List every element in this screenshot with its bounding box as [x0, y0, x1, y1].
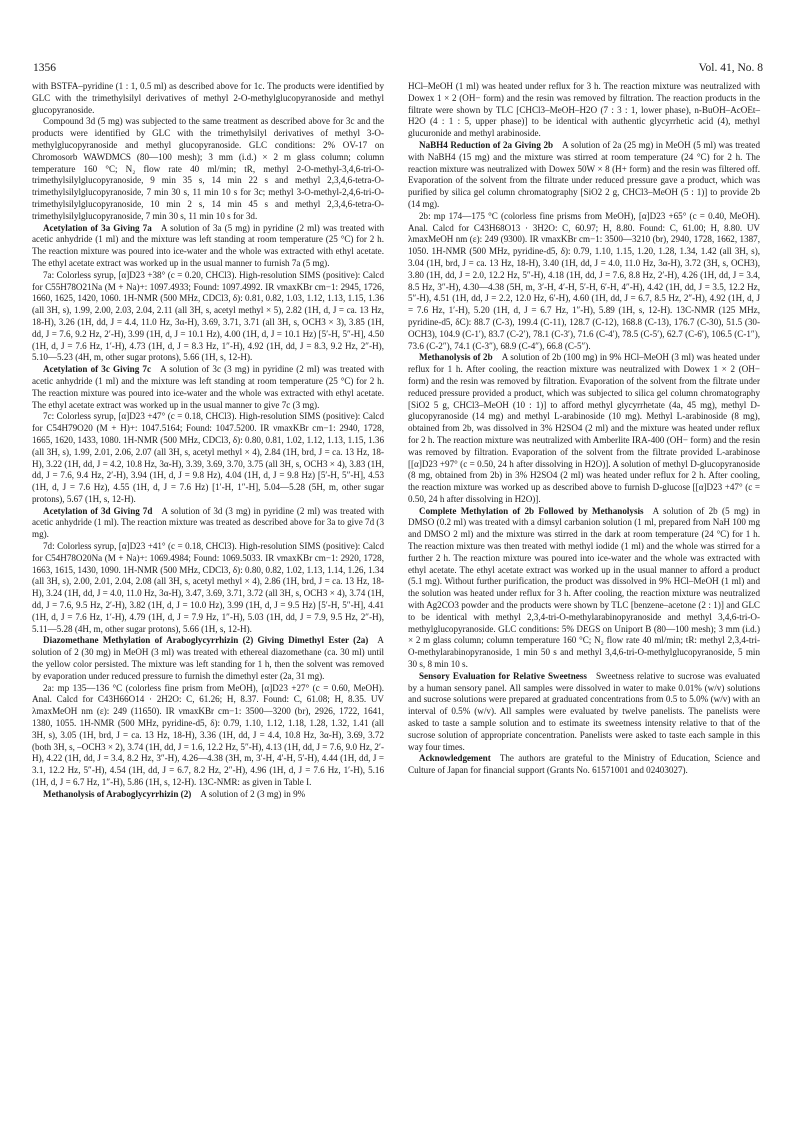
paragraph-text: A solution of 3c (3 mg) in pyridine (2 ml) was treated with acetic anhydride (1 ml) and the mixture was left standing at room temperature (25 °C) for 2 h. The reaction mixture was poured into ice-water and the whole was extracted with ethyl acetate. The ethyl acetate extract was worked up in the usual manner to give 7c (3 mg). — [32, 364, 384, 410]
right-paragraph — [408, 753, 760, 777]
right-paragraph — [408, 81, 760, 140]
paragraph-text: A solution of 2a (25 mg) in MeOH (5 ml) was treated with NaBH4 (15 mg) and the mixture was stirred at room temperature (24 °C) for 2 h. The reaction mixture was neutralized with Dowex 50W × 8 (H+ form) and the resin was filtered off. Evaporation of the solvent from the filtrate under reduced pressure gave a product, which was purified by silica gel column chromatography [SiO2 2 g, CHCl3–MeOH (5 : 1)] to provide 2b (14 mg). — [408, 139, 760, 209]
paragraph-text: 7c: Colorless syrup, [α]D23 +47° (c = 0.18, CHCl3). High-resolution SIMS (positive): Calcd for C54H79O20 (M + H)+: 1047.5164; Found: 1047.5200. IR νmaxKBr cm−1: 2940, 1728, 1665, 1620, 1433, 1080. 1H-NMR (500 MHz, CDCl3, δ): 0.80, 0.81, 1.02, 1.12, 1.13, 1.15, 1.36 (all 3H, s), 1.99, 2.01, 2.06, 2.07 (all 3H, s, acetyl methyl × 4), 2.84 (1H, brd, J = ca. 13 Hz, 18-H), 3.22 (1H, dd, J = 4.2, 10.8 Hz, 3α-H), 3.39, 3.69, 3.70, 3.75 (all 3H, s, OCH3 × 4), 3.83 (1H, dd, J = 7.6, 9.4 Hz, 2′-H), 3.94 (1H, d, J = 9.8 Hz), 4.04 (1H, d, J = 9.8 Hz) [5′-H, 5″-H], 4.53 (1H, d, J = 7.6 Hz), 4.55 (1H, d, J = 7.6 Hz) [1′-H, 1″-H], 5.04—5.28 (5H, m, other sugar protons), 5.67 (1H, s, 12-H). — [32, 411, 384, 504]
paragraph-text: 7d: Colorless syrup, [α]D23 +41° (c = 0.18, CHCl3). High-resolution SIMS (positive): Calcd for C54H78O20Na (M + Na)+: 1069.4984; Found: 1069.5033. IR νmaxKBr cm−1: 2920, 1728, 1663, 1615, 1430, 1090. 1H-NMR (500 MHz, CDCl3, δ): 0.80, 0.82, 1.02, 1.13, 1.14, 1.26, 1.34 (all 3H, s), 2.00, 2.01, 2.04, 2.08 (all 3H, s, acetyl methyl × 4), 2.86 (1H, brd, J = ca. 13 Hz, 18-H), 3.24 (1H, dd, J = 4.0, 11.0 Hz, 3α-H), 3.47, 3.69, 3.71, 3.72 (all 3H, s, OCH3 × 4), 3.74 (1H, dd, J = 7.6, 9.5 Hz, 2′-H), 3.82 (1H, d, J = 10.0 Hz), 3.99 (1H, d, J = 9.5 Hz) [5′-H, 5″-H], 4.41 (1H, d, J = 7.6 Hz, 1′-H), 4.79 (1H, d, J = 7.9 Hz, 1″-H), 5.03 (1H, dd, J = 7.9, 9.5 Hz, 2″-H), 5.11—5.28 (4H, m, other sugar protons), 5.66 (1H, s, 12-H). — [32, 541, 384, 634]
left-paragraph — [32, 683, 384, 789]
paragraph-text: A solution of 2 (3 mg) in 9% — [200, 788, 306, 799]
paragraph-text: A solution of 3a (5 mg) in pyridine (2 ml) was treated with acetic anhydride (1 ml) and the mixture was left standing at room temperature (25 °C) for 2 h. The reaction mixture was poured into ice-water and the whole was extracted with ethyl acetate. The ethyl acetate extract was worked up in the usual manner to furnish 7a (5 mg). — [32, 222, 384, 268]
paragraph-text: HCl–MeOH (1 ml) was heated under reflux for 3 h. The reaction mixture was neutralized with Dowex 1 × 2 (OH− form) and the resin was removed by filtration. The reaction products in the filtrate were shown by TLC [CHCl3–MeOH–H2O (7 : 3 : 1, lower phase), n-BuOH–AcOEt–H2O (4 : 1 : 5, upper phase)] to be identical with authentic glycyrrhetic acid (4), methyl glucuronide and methyl arabinoside. — [408, 81, 760, 139]
right-paragraph — [408, 671, 760, 754]
paragraph-text: A solution of 3d (3 mg) in pyridine (2 ml) was treated with acetic anhydride (1 ml). The reaction mixture was treated as described above for 3a to give 7d (3 mg). — [32, 505, 384, 540]
section-heading: Acetylation of 3d Giving 7d — [43, 505, 153, 516]
left-paragraph — [32, 635, 384, 682]
section-heading: Sensory Evaluation for Relative Sweetness — [419, 670, 587, 681]
paragraph-text: The authors are grateful to the Ministry of Education, Science and Culture of Japan for financial support (Grants No. 61571001 and 02403027). — [408, 753, 760, 776]
right-column — [408, 81, 760, 777]
section-heading: Acetylation of 3a Giving 7a — [43, 222, 152, 233]
left-paragraph — [32, 270, 384, 364]
page-header — [33, 62, 763, 80]
right-paragraph — [408, 211, 760, 353]
left-paragraph — [32, 116, 384, 222]
left-paragraph — [32, 506, 384, 541]
paragraph-text: 7a: Colorless syrup, [α]D23 +38° (c = 0.20, CHCl3). High-resolution SIMS (positive): Calcd for C55H78O21Na (M + Na)+: 1097.4933; Found: 1097.4992. IR νmaxKBr cm−1: 2945, 1726, 1660, 1625, 1420, 1060. 1H-NMR (500 MHz, CDCl3, δ): 0.81, 0.82, 1.03, 1.12, 1.13, 1.15, 1.36 (all 3H, s), 1.99, 2.00, 2.03, 2.04, 2.11 (all 3H, s, acetyl methyl × 5), 2.82 (1H, d, J = ca. 13 Hz, 18-H), 3.26 (1H, dd, J = 4.4, 11.0 Hz, 3α-H), 3.69, 3.71, 3.71 (all 3H, s, OCH3 × 3), 3.85 (1H, dd, J = 7.6, 9.2 Hz, 2′-H), 3.99 (1H, d, J = 10.1 Hz), 4.00 (1H, d, J = 10.1 Hz) [5′-H, 5″-H], 4.50 (1H, d, J = 7.6 Hz, 1′-H), 4.73 (1H, d, J = 8.3 Hz, 1″-H), 4.92 (1H, dd, J = 8.3, 9.2 Hz, 2″-H), 5.10—5.23 (4H, m, other sugar protons), 5.66 (1H, s, 12-H). — [32, 269, 384, 363]
paragraph-text: Sweetness relative to sucrose was evaluated by a human sensory panel. All samples were dissolved in water to make 0.01% (w/v) solutions and sucrose solutions were prepared at graduated concentrations from 0.5 to 5.0% (w/v) with an interval of 0.5% (w/v). All samples were evaluated by twelve panelists. The panelists were asked to taste a sample solution and to estimate its sweetness intensity relative to that of the sucrose solution of appropriate concentration. Panelists were asked to taste each sample in this way four times. — [408, 670, 760, 752]
left-paragraph — [32, 364, 384, 411]
paragraph-text: A solution of 2b (100 mg) in 9% HCl–MeOH (3 ml) was heated under reflux for 1 h. After cooling, the reaction mixture was neutralized with Dowex 1 × 2 (OH− form) and the resin was removed by filtration. Evaporation of the solvent from the filtrate under reduced pressure provided a product, which was subjected to silica gel column chromatography [SiO2 5 g, CHCl3–MeOH (10 : 1)] to afford methyl glycyrrhetate (4a, 45 mg), methyl D-glucopyranoside (14 mg) and methyl L-arabinoside (10 mg). Methyl L-arabinoside (8 mg), obtained from 2b, was dissolved in 3% H2SO4 (2 ml) and the mixture was heated under reflux for 2 h. The reaction mixture was neutralized with Amberlite IRA-400 (OH− form) and the resin was removed by filtration. Evaporation of the solvent from the filtrate provided L-arabinose [[α]D23 +97° (c = 0.50, 24 h after dissolving in H2O)]. A solution of methyl D-glucopyranoside (8 mg, obtained from 2b) in 3% H2SO4 (2 ml) was heated under reflux for 2 h. After cooling, the reaction mixture was worked up as described above to furnish D-glucose [[α]D23 +47° (c = 0.50, 24 h after dissolving in H2O)]. — [408, 352, 760, 504]
section-heading: Acetylation of 3c Giving 7c — [43, 364, 151, 375]
right-paragraph — [408, 506, 760, 671]
section-heading: Methanolysis of 2b — [419, 352, 493, 363]
paragraph-text: Compound 3d (5 mg) was subjected to the same treatment as described above for 3c and the products were identified by GLC with the trimethylsilyl derivatives of methyl 3-O-methylglucopyranoside and methyl glucopyranoside. GLC conditions: 2% OV-17 on Chromosorb WAWDMCS (80—100 mesh); 3 mm (i.d.) × 2 m glass column; column temperature 160 °C; N₂ flow rate 40 ml/min; tR, methyl 2-O-methyl-3,4,6-tri-O-trimethylsilylglucopyranoside, 9 min 35 s, 14 min 22 s and methyl 2,3,4,6-tetra-O-trimethylsilylglucopyranoside, 7 min 30 s, 11 min 10 s for 3c; methyl 3-O-methyl-2,4,6-tri-O-trimethylsilylglucopyranoside, 10 min 2 s, 14 min 45 s and methyl 2,3,4,6-tetra-O-trimethylsilylglucopyranoside, 7 min 30 s, 11 min 10 s for 3d. — [32, 116, 384, 221]
paragraph-text: A solution of 2b (5 mg) in DMSO (0.2 ml) was treated with a dimsyl carbanion solution (1 ml, prepared from NaH 100 mg and DMSO 2 ml) and the mixture was stirred in the dark at room temperature (24 °C) for 1 h. The reaction mixture was then treated with methyl iodide (1 ml) and the whole was stirred for a further 2 h. The reaction mixture was poured into ice-water and the whole was extracted with ethyl acetate. The ethyl acetate extract was worked up in the usual manner to afford a product (5.1 mg). Without further purification, the product was dissolved in 9% HCl–MeOH (1 ml) and the solution was heated under reflux for 3 h. After cooling, the reaction mixture was neutralized with Ag2CO3 powder and the products were shown by TLC [benzene–acetone (2 : 1)] and GLC to be identical with methyl 2,3,4-tri-O-methylarabinopyranoside and methyl 3,4,6-tri-O-methylglucopyranoside. GLC conditions: 5% DEGS on Uniport B (80—100 mesh); 3 mm (i.d.) × 2 m glass column; column temperature 160 °C; N₂ flow rate 40 ml/min; tR: methyl 2,3,4-tri-O-methylarabinopyranoside, 1 min 50 s and methyl 3,4,6-tri-O-methylglucopyranoside, 5 min 30 s, 8 min 10 s. — [408, 505, 761, 670]
section-heading: Complete Methylation of 2b Followed by Methanolysis — [419, 505, 644, 516]
paragraph-text: A solution of 2 (30 mg) in MeOH (3 ml) was treated with ethereal diazomethane (ca. 30 ml) until the yellow color persisted. The mixture was left standing for 1 h, then the solvent was removed by evaporation under reduced pressure to furnish the dimethyl ester (2a, 31 mg). — [32, 635, 384, 681]
right-paragraph — [408, 140, 760, 211]
left-paragraph — [32, 541, 384, 635]
right-paragraph — [408, 352, 760, 505]
paragraph-text: 2a: mp 135—136 °C (colorless fine prism from MeOH), [α]D23 +27° (c = 0.60, MeOH). Anal. Calcd for C43H66O14 · 2H2O: C, 61.26; H, 8.37. Found: C, 61.08; H, 8.35. UV λmaxMeOH nm (ε): 249 (11650). IR νmaxKBr cm−1: 3500—3200 (br), 2926, 1722, 1641, 1380, 1055. 1H-NMR (500 MHz, pyridine-d5, δ): 0.79, 1.10, 1.12, 1.18, 1.28, 1.32, 1.41 (all 3H, s), 3.05 (1H, brd, J = ca. 13 Hz, 18-H), 3.36 (1H, dd, J = 4.4, 10.8 Hz, 3α-H), 3.69, 3.72 (both 3H, s, –OCH3 × 2), 3.74 (1H, dd, J = 1.6, 12.2 Hz, 5″-H), 4.13 (1H, dd, J = 7.6, 9.0 Hz, 2′-H), 4.22 (1H, dd, J = 3.4, 8.2 Hz, 3″-H), 4.26—4.38 (3H, m, 3′-H, 4′-H, 5′-H), 4.44 (1H, dd, J = 3.1, 12.2 Hz, 5″-H), 4.54 (1H, dd, J = 6.7, 8.2 Hz, 2″-H), 4.96 (1H, d, J = 7.6 Hz, 1′-H), 5.16 (1H, d, J = 6.7 Hz, 1″-H), 5.86 (1H, s, 12-H). 13C-NMR: as given in Table I. — [32, 682, 384, 788]
section-heading: Acknowledgement — [419, 753, 491, 764]
left-paragraph — [32, 411, 384, 505]
paragraph-text: with BSTFA–pyridine (1 : 1, 0.5 ml) as described above for 1c. The products were identified by GLC with the trimethylsilyl derivatives of methyl 2-O-methylglucopyranoside and methyl glucopyranoside. — [32, 81, 384, 115]
section-heading: NaBH4 Reduction of 2a Giving 2b — [419, 139, 554, 150]
section-heading: Methanolysis of Araboglycyrrhizin (2) — [43, 788, 192, 799]
journal-volume: Vol. 41, No. 8 — [698, 62, 763, 74]
section-heading: Diazomethane Methylation of Araboglycyrrhizin (2) Giving Dimethyl Ester (2a) — [43, 635, 369, 646]
paragraph-text: 2b: mp 174—175 °C (colorless fine prisms from MeOH), [α]D23 +65° (c = 0.40, MeOH). Anal. Calcd for C43H68O13 · 3H2O: C, 60.97; H, 8.80. Found: C, 61.00; H, 8.80. UV λmaxMeOH nm (ε): 249 (9300). IR νmaxKBr cm−1: 3500—3210 (br), 2940, 1728, 1662, 1387, 1050. 1H-NMR (500 MHz, pyridine-d5, δ): 0.79, 1.10, 1.15, 1.20, 1.28, 1.34, 1.42 (all 3H, s), 3.04 (1H, brd, J = ca. 13 Hz, 18-H), 3.40 (1H, dd, J = 4.0, 11.0 Hz, 3α-H), 3.72 (3H, s, OCH3), 3.80 (1H, dd, J = 2.0, 12.2 Hz, 5″-H), 4.18 (1H, dd, J = 7.6, 8.8 Hz, 2′-H), 4.26 (1H, dd, J = 3.4, 8.5 Hz, 3″-H), 4.30—4.38 (5H, m, 3′-H, 4′-H, 5′-H, 6′-H, 4″-H), 4.42 (1H, dd, J = 3.5, 12.2 Hz, 5″-H), 4.51 (1H, dd, J = 2.2, 12.0 Hz, 6′-H), 4.60 (1H, dd, J = 6.7, 8.5 Hz, 2″-H), 4.92 (1H, d, J = 7.6 Hz, 1′-H), 5.20 (1H, d, J = 6.7 Hz, 1″-H), 5.89 (1H, s, 12-H). 13C-NMR (125 MHz, pyridine-d5, δC): 88.7 (C-3), 199.4 (C-11), 128.7 (C-12), 168.8 (C-13), 176.7 (C-30), 51.5 (30-OCH3), 104.9 (C-1′), 83.7 (C-2′), 78.1 (C-3′), 71.6 (C-4′), 78.5 (C-5′), 62.7 (C-6′), 106.5 (C-1″), 73.6 (C-2″), 74.1 (C-3″), 68.9 (C-4″), 66.8 (C-5″). — [408, 210, 760, 351]
left-paragraph — [32, 81, 384, 116]
left-paragraph — [32, 789, 384, 801]
left-paragraph — [32, 223, 384, 270]
page-number: 1356 — [33, 62, 56, 74]
left-column — [32, 81, 384, 801]
